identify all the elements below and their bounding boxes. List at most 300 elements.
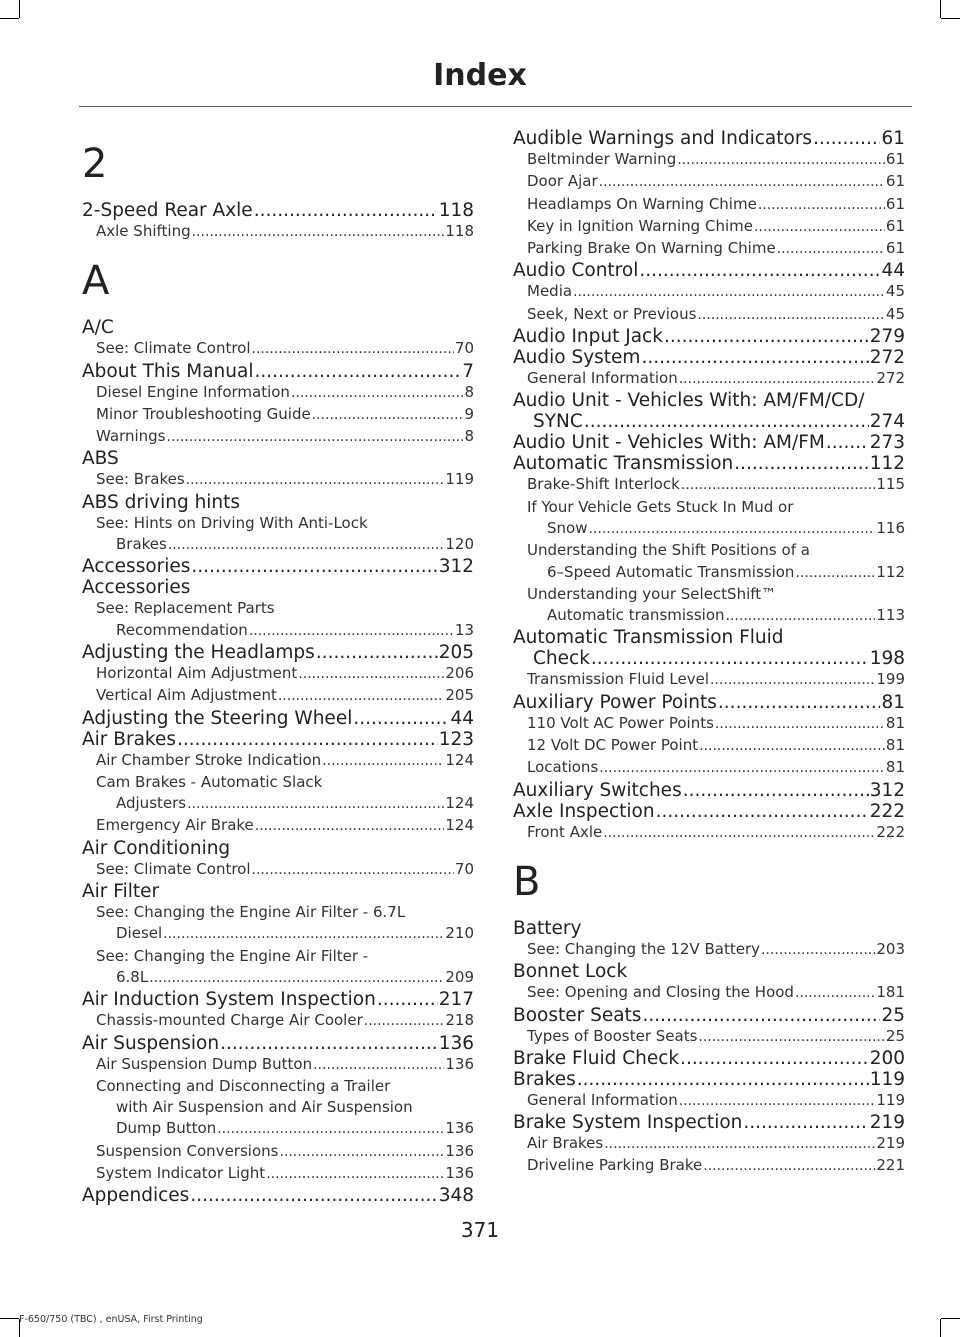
index-entry[interactable]: [513, 1048, 905, 1069]
dot-leader: [312, 404, 464, 426]
index-entry[interactable]: [513, 1112, 905, 1133]
entry-label: See: Brakes: [96, 470, 185, 489]
dot-leader: [679, 368, 876, 390]
entry-label: Check: [533, 648, 590, 670]
index-section-letter: A: [82, 258, 110, 305]
index-section-letter: 2: [82, 141, 108, 187]
entry-label: Air Suspension: [82, 1032, 220, 1054]
index-heading: [82, 881, 474, 902]
entry-label: Appendices: [82, 1185, 190, 1207]
dot-leader: [683, 780, 869, 801]
entry-label: Air Conditioning: [82, 837, 231, 859]
entry-label: Brake-Shift Interlock: [527, 475, 680, 494]
index-heading: [82, 838, 474, 859]
entry-label: Audio Control: [513, 260, 639, 282]
header-divider: [79, 106, 912, 107]
entry-page-number: 136: [445, 1119, 474, 1138]
footer-text: F-650/750 (TBC) , enUSA, First Printing: [19, 1314, 203, 1325]
crop-mark: [19, 0, 20, 18]
dot-leader: [664, 326, 869, 347]
entry-page-number: 136: [445, 1054, 474, 1073]
entry-label: See: Climate Control: [96, 859, 251, 878]
dot-leader: [718, 692, 881, 713]
index-subentry[interactable]: [82, 382, 474, 404]
entry-page-number: 219: [869, 1112, 905, 1134]
dot-leader: [364, 1010, 445, 1032]
entry-label: Chassis-mounted Charge Air Cooler: [96, 1011, 363, 1030]
index-subentry[interactable]: [513, 735, 905, 757]
entry-page-number: 61: [885, 239, 905, 258]
dot-leader: [603, 822, 875, 844]
entry-label: Seek, Next or Previous: [527, 304, 697, 323]
entry-label: 12 Volt DC Power Point: [527, 736, 699, 755]
dot-leader: [168, 534, 445, 556]
entry-page-number: 45: [885, 282, 905, 301]
index-entry[interactable]: [513, 1005, 905, 1026]
entry-label: Driveline Parking Brake: [527, 1156, 703, 1175]
entry-label: Brake Fluid Check: [513, 1047, 680, 1069]
dot-leader: [573, 281, 885, 303]
entry-page-number: 61: [885, 194, 905, 213]
entry-label: Parking Brake On Warning Chime: [527, 239, 776, 258]
entry-label: Battery: [513, 917, 582, 939]
index-subentry-line: See: Changing the Engine Air Filter -: [96, 946, 369, 965]
dot-leader: [680, 1048, 869, 1069]
entry-label: Emergency Air Brake: [96, 816, 254, 835]
entry-page-number: 118: [438, 200, 474, 221]
dot-leader: [699, 735, 885, 757]
index-subentry-line: See: Replacement Parts: [96, 599, 275, 618]
index-heading: [82, 577, 474, 598]
index-subentry[interactable]: [82, 469, 474, 491]
entry-label: Door Ajar: [527, 172, 598, 191]
index-subentry[interactable]: [82, 815, 474, 837]
entry-page-number: 61: [885, 150, 905, 168]
dot-leader: [167, 426, 464, 448]
entry-page-number: 61: [881, 128, 905, 149]
entry-label: Transmission Fluid Level: [527, 670, 710, 689]
entry-label: Air Brakes: [527, 1134, 604, 1153]
index-subentry[interactable]: [82, 534, 474, 556]
entry-page-number: 219: [876, 1134, 905, 1153]
dot-leader: [698, 1026, 885, 1048]
entry-page-number: 273: [869, 432, 905, 454]
entry-label: Booster Seats: [513, 1004, 642, 1026]
entry-page-number: 70: [454, 859, 474, 878]
index-subentry[interactable]: [82, 859, 474, 881]
index-entry[interactable]: [513, 260, 905, 281]
index-subentry[interactable]: [513, 669, 905, 691]
entry-label: Recommendation: [116, 620, 248, 639]
dot-leader: [639, 260, 880, 281]
entry-page-number: 279: [869, 326, 905, 348]
index-subentry[interactable]: [513, 171, 905, 193]
entry-page-number: 70: [454, 339, 474, 358]
dot-leader: [761, 939, 875, 961]
entry-page-number: 81: [885, 758, 905, 777]
entry-page-number: 205: [445, 686, 474, 705]
index-subentry-line: See: Changing the Engine Air Filter - 6.7L: [96, 903, 406, 922]
index-subentry[interactable]: [82, 404, 474, 426]
entry-page-number: 81: [885, 713, 905, 732]
entry-label: Air Brakes: [82, 728, 176, 750]
dot-leader: [279, 1141, 444, 1163]
entry-label: Auxiliary Switches: [513, 779, 682, 801]
index-column-left: [82, 128, 474, 1206]
dot-leader: [743, 1112, 868, 1133]
dot-leader: [604, 1133, 875, 1155]
entry-page-number: 274: [869, 411, 905, 433]
index-entry[interactable]: [82, 200, 474, 221]
index-subentry[interactable]: [82, 1054, 474, 1076]
entry-page-number: 218: [445, 1011, 474, 1030]
dot-leader: [291, 382, 464, 404]
index-subentry[interactable]: [82, 1163, 474, 1185]
entry-page-number: 217: [438, 989, 474, 1011]
dot-leader: [252, 859, 454, 881]
dot-leader: [758, 194, 885, 216]
dot-leader: [795, 982, 875, 1004]
dot-leader: [186, 469, 445, 491]
entry-label: 6.8L: [116, 967, 149, 986]
entry-label: Horizontal Aim Adjustment: [96, 663, 298, 682]
index-subentry-line: Understanding the Shift Positions of a: [527, 541, 810, 560]
dot-leader: [642, 1005, 880, 1026]
index-subentry-line: See: Hints on Driving With Anti-Lock: [96, 513, 368, 532]
index-subentry-line: If Your Vehicle Gets Stuck In Mud or: [527, 497, 794, 516]
crop-mark: [941, 18, 960, 19]
dot-leader: [703, 1155, 875, 1177]
entry-page-number: 348: [438, 1185, 474, 1207]
index-subentry[interactable]: [82, 923, 474, 945]
index-heading: [513, 627, 905, 648]
index-heading: [513, 390, 905, 411]
index-subentry[interactable]: [513, 194, 905, 216]
entry-label: Warnings: [96, 427, 166, 446]
dot-leader: [266, 1163, 444, 1185]
entry-page-number: 209: [445, 967, 474, 986]
dot-leader: [249, 620, 454, 642]
entry-page-number: 45: [885, 304, 905, 323]
index-subentry-line: Understanding your SelectShift™: [527, 584, 777, 603]
dot-leader: [217, 1118, 444, 1140]
index-subentry[interactable]: [513, 474, 905, 496]
index-section-letter: B: [513, 858, 541, 905]
dot-leader: [677, 149, 885, 171]
entry-label: 6–Speed Automatic Transmission: [547, 562, 795, 581]
entry-page-number: 210: [445, 924, 474, 943]
entry-label: Air Induction System Inspection: [82, 989, 376, 1011]
index-subentry[interactable]: [513, 149, 905, 171]
entry-label: Dump Button: [116, 1119, 217, 1138]
entry-label: A/C: [82, 317, 114, 339]
dot-leader: [715, 713, 885, 735]
index-subentry[interactable]: [82, 793, 474, 815]
index-entry[interactable]: [513, 692, 905, 713]
dot-leader: [322, 750, 444, 772]
dot-leader: [220, 1033, 438, 1054]
entry-label: Diesel: [116, 924, 163, 943]
index-subentry[interactable]: [513, 281, 905, 303]
entry-label: Automatic Transmission Fluid: [513, 627, 784, 649]
dot-leader: [591, 648, 869, 669]
index-subentry[interactable]: [513, 939, 905, 961]
entry-label: Brakes: [116, 535, 167, 554]
dot-leader: [734, 453, 868, 474]
entry-page-number: 25: [881, 1004, 905, 1026]
entry-page-number: 124: [445, 816, 474, 835]
entry-page-number: 81: [885, 736, 905, 755]
dot-leader: [187, 793, 444, 815]
entry-label: Auxiliary Power Points: [513, 691, 717, 713]
entry-page-number: 9: [464, 404, 474, 423]
entry-label: Suspension Conversions: [96, 1141, 279, 1160]
entry-page-number: 61: [885, 216, 905, 235]
entry-label: About This Manual: [82, 360, 254, 382]
entry-page-number: 61: [885, 172, 905, 191]
index-subentry[interactable]: [82, 620, 474, 642]
index-entry[interactable]: [513, 326, 905, 347]
dot-leader: [177, 729, 438, 750]
index-entry[interactable]: [513, 780, 905, 801]
entry-label: 110 Volt AC Power Points: [527, 713, 714, 732]
dot-leader: [813, 128, 880, 149]
dot-leader: [679, 1090, 876, 1112]
dot-leader: [298, 663, 444, 685]
index-subentry-line: with Air Suspension and Air Suspension: [116, 1098, 413, 1117]
entry-page-number: 124: [445, 794, 474, 813]
dot-leader: [697, 304, 884, 326]
index-heading: [513, 961, 905, 982]
index-subentry[interactable]: [513, 1026, 905, 1048]
entry-label: Types of Booster Seats: [527, 1026, 698, 1045]
dot-leader: [252, 338, 454, 360]
index-entry[interactable]: [513, 801, 905, 822]
index-subentry[interactable]: [82, 1141, 474, 1163]
entry-label: Beltminder Warning: [527, 150, 677, 168]
dot-leader: [599, 171, 885, 193]
entry-page-number: 7: [462, 360, 474, 382]
dot-leader: [255, 815, 445, 837]
page-title: Index: [433, 58, 527, 93]
index-subentry[interactable]: [82, 685, 474, 707]
index-entry[interactable]: [513, 453, 905, 474]
index-subentry-line: Connecting and Disconnecting a Trailer: [96, 1076, 391, 1095]
crop-mark: [941, 1318, 960, 1319]
entry-page-number: 116: [876, 518, 905, 537]
index-entry[interactable]: [82, 729, 474, 750]
index-entry[interactable]: [82, 1185, 474, 1206]
index-subentry[interactable]: [82, 221, 474, 243]
index-column-right: [513, 128, 905, 1178]
index-entry[interactable]: [82, 642, 474, 663]
entry-label: Brake System Inspection: [513, 1112, 743, 1134]
entry-label: Axle Inspection: [513, 800, 655, 822]
entry-page-number: 312: [438, 556, 474, 578]
index-entry[interactable]: [513, 648, 905, 669]
dot-leader: [584, 411, 869, 432]
entry-page-number: 312: [869, 779, 905, 801]
dot-leader: [149, 967, 444, 989]
index-entry[interactable]: [513, 411, 905, 432]
entry-page-number: 124: [445, 750, 474, 769]
entry-page-number: 136: [445, 1164, 474, 1183]
index-subentry[interactable]: [513, 304, 905, 326]
entry-page-number: 115: [876, 475, 905, 494]
dot-leader: [754, 216, 885, 238]
page-number: 371: [460, 1218, 500, 1242]
entry-page-number: 13: [454, 620, 474, 639]
index-subentry[interactable]: [513, 1155, 905, 1177]
dot-leader: [192, 221, 445, 243]
index-entry[interactable]: [513, 128, 905, 149]
entry-label: Locations: [527, 758, 599, 777]
index-subentry[interactable]: [82, 967, 474, 989]
entry-page-number: 222: [869, 800, 905, 822]
entry-page-number: 181: [876, 983, 905, 1002]
index-subentry[interactable]: [513, 1133, 905, 1155]
entry-label: Adjusters: [116, 794, 187, 813]
index-heading: [82, 317, 474, 338]
index-entry[interactable]: [82, 1033, 474, 1054]
entry-label: SYNC: [533, 411, 583, 433]
entry-label: See: Climate Control: [96, 339, 251, 358]
entry-label: Air Chamber Stroke Indication: [96, 750, 322, 769]
entry-label: See: Changing the 12V Battery: [527, 939, 760, 958]
index-entry[interactable]: [513, 347, 905, 368]
crop-mark: [940, 0, 941, 18]
entry-label: Audible Warnings and Indicators: [513, 128, 813, 149]
index-subentry[interactable]: [513, 238, 905, 260]
index-heading: [82, 448, 474, 469]
index-subentry[interactable]: [82, 338, 474, 360]
entry-label: Bonnet Lock: [513, 961, 628, 983]
entry-page-number: 200: [869, 1047, 905, 1069]
entry-label: See: Opening and Closing the Hood: [527, 983, 794, 1002]
index-subentry[interactable]: [513, 562, 905, 584]
crop-mark: [0, 1318, 19, 1319]
entry-page-number: 119: [876, 1090, 905, 1109]
entry-page-number: 206: [445, 663, 474, 682]
dot-leader: [588, 518, 875, 540]
entry-label: Snow: [547, 518, 588, 537]
entry-page-number: 205: [438, 641, 474, 663]
index-subentry[interactable]: [513, 757, 905, 779]
index-entry[interactable]: [513, 1069, 905, 1090]
dot-leader: [710, 669, 875, 691]
crop-mark: [0, 18, 19, 19]
entry-page-number: 81: [881, 691, 905, 713]
dot-leader: [353, 708, 449, 729]
entry-label: Vertical Aim Adjustment: [96, 686, 277, 705]
entry-page-number: 25: [885, 1026, 905, 1045]
index-entry[interactable]: [82, 556, 474, 577]
index-subentry[interactable]: [513, 216, 905, 238]
entry-page-number: 44: [881, 260, 905, 282]
dot-leader: [656, 801, 869, 822]
entry-label: Automatic Transmission: [513, 453, 734, 475]
entry-page-number: 119: [445, 470, 474, 489]
entry-page-number: 136: [438, 1032, 474, 1054]
index-subentry[interactable]: [513, 982, 905, 1004]
index-subentry[interactable]: [513, 368, 905, 390]
dot-leader: [826, 432, 869, 453]
dot-leader: [190, 1185, 437, 1206]
dot-leader: [599, 757, 885, 779]
entry-page-number: 272: [876, 369, 905, 388]
entry-label: General Information: [527, 369, 678, 388]
index-subentry[interactable]: [513, 713, 905, 735]
dot-leader: [255, 361, 462, 382]
index-entry[interactable]: [82, 708, 474, 729]
entry-label: Headlamps On Warning Chime: [527, 194, 757, 213]
index-subentry[interactable]: [513, 605, 905, 627]
index-subentry[interactable]: [82, 426, 474, 448]
dot-leader: [777, 238, 885, 260]
entry-label: General Information: [527, 1090, 678, 1109]
dot-leader: [254, 200, 438, 221]
entry-label: Air Filter: [82, 881, 160, 903]
index-entry[interactable]: [513, 432, 905, 453]
index-subentry[interactable]: [513, 1090, 905, 1112]
crop-mark: [940, 1319, 941, 1337]
entry-label: Media: [527, 282, 573, 301]
entry-page-number: 272: [869, 347, 905, 369]
dot-leader: [681, 474, 876, 496]
entry-page-number: 118: [445, 222, 474, 240]
index-heading: [513, 918, 905, 939]
dot-leader: [313, 1054, 444, 1076]
entry-label: Audio Unit - Vehicles With: AM/FM: [513, 432, 825, 454]
index-subentry[interactable]: [82, 750, 474, 772]
entry-page-number: 120: [445, 535, 474, 554]
entry-label: Audio Unit - Vehicles With: AM/FM/CD/: [513, 390, 865, 412]
dot-leader: [316, 642, 438, 663]
index-subentry[interactable]: [513, 518, 905, 540]
dot-leader: [641, 347, 868, 368]
entry-page-number: 8: [464, 382, 474, 401]
index-subentry[interactable]: [513, 822, 905, 844]
index-entry[interactable]: [82, 989, 474, 1010]
entry-label: Minor Troubleshooting Guide: [96, 404, 311, 423]
dot-leader: [577, 1069, 869, 1090]
entry-label: Brakes: [513, 1068, 576, 1090]
entry-label: Adjusting the Steering Wheel: [82, 707, 353, 729]
entry-page-number: 44: [450, 707, 474, 729]
dot-leader: [795, 562, 875, 584]
entry-label: ABS: [82, 448, 119, 470]
entry-page-number: 222: [876, 822, 905, 841]
index-subentry[interactable]: [82, 1118, 474, 1140]
entry-label: 2-Speed Rear Axle: [82, 200, 253, 221]
index-entry[interactable]: [82, 361, 474, 382]
entry-label: Audio Input Jack: [513, 326, 663, 348]
dot-leader: [377, 989, 438, 1010]
index-heading: [82, 492, 474, 513]
entry-page-number: 199: [876, 670, 905, 689]
entry-label: Automatic transmission: [547, 606, 725, 625]
index-subentry[interactable]: [82, 663, 474, 685]
entry-page-number: 112: [876, 562, 905, 581]
entry-page-number: 123: [438, 728, 474, 750]
index-subentry-line: Cam Brakes - Automatic Slack: [96, 772, 323, 791]
entry-page-number: 136: [445, 1141, 474, 1160]
entry-page-number: 198: [869, 648, 905, 670]
index-subentry[interactable]: [82, 1010, 474, 1032]
entry-label: Air Suspension Dump Button: [96, 1054, 313, 1073]
entry-page-number: 113: [876, 606, 905, 625]
entry-page-number: 221: [876, 1156, 905, 1175]
